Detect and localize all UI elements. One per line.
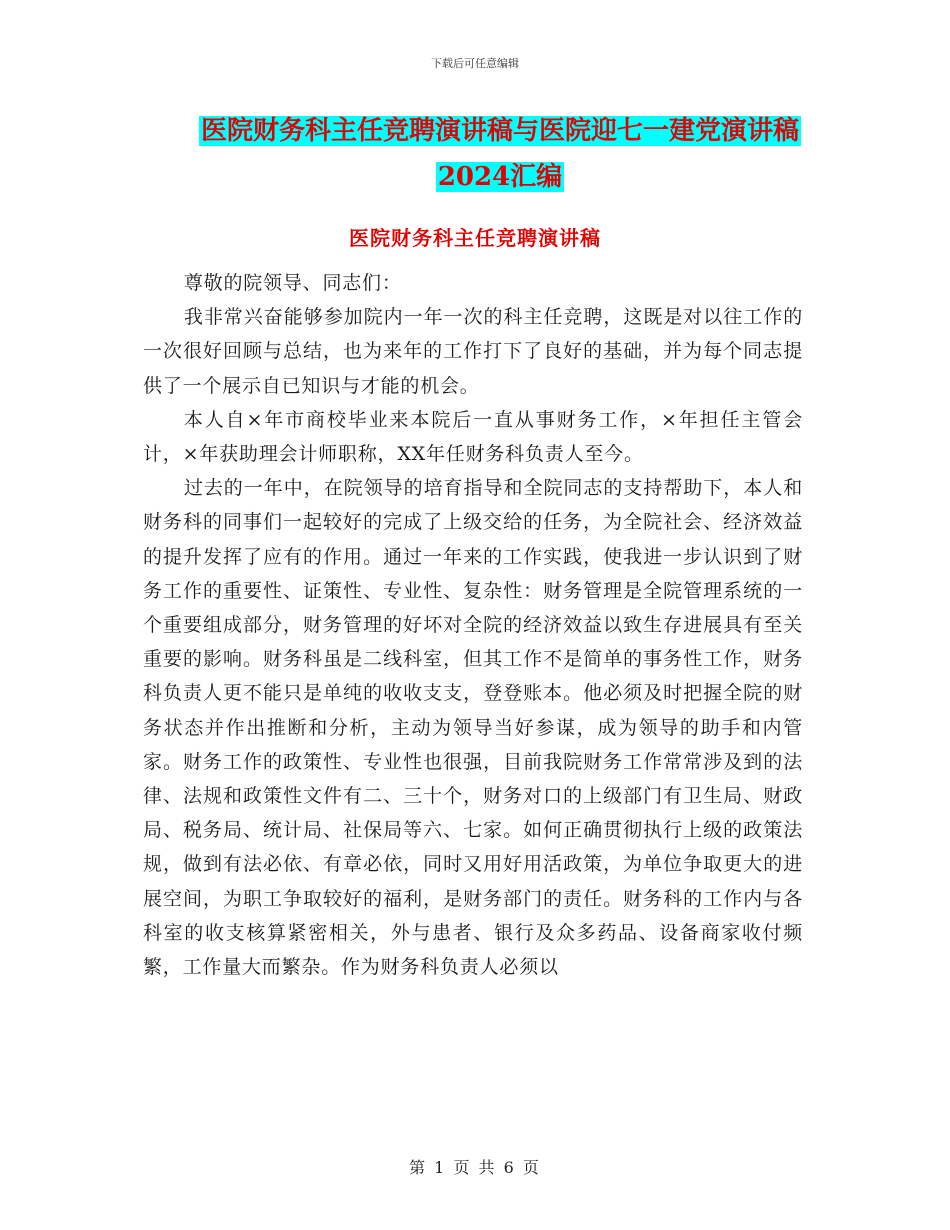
paragraph: 过去的一年中，在院领导的培育指导和全院同志的支持帮助下，本人和财务科的同事们一起较好的完成了上级交给的任务，为全院社会、经济效益的提升发挥了应有的作用。通过一年来的工作实践，使我进一步认识到了财务工作的重要性、证策性、专业性、复杂性：财务管理是全院管理系统的一个重要组成部分，财务管理的好坏对全院的经济效益以致生存进展具有至关重要的影响。财务科虽是二线科室，但其工作不是简单的事务性工作，财务科负责人更不能只是单纯的收收支支，登登账本。他必须及时把握全院的财务状态并作出推断和分析，主动为领导当好参谋，成为领导的助手和内管家。财务工作的政策性、专业性也很强，目前我院财务工作常常涉及到的法律、法规和政策性文件有二、三十个，财务对口的上级部门有卫生局、财政局、税务局、统计局、社保局等六、七家。如何正确贯彻执行上级的政策法规，做到有法必依、有章必依，同时又用好用活政策，为单位争取更大的进展空间，为职工争取较好的福利，是财务部门的责任。财务科的工作内与各科室的收支核算紧密相关，外与患者、银行及众多药品、设备商家收付频繁，工作量大而繁杂。作为财务科负责人必须以	[143, 477, 803, 979]
document-title-line1: 医院财务科主任竞聘演讲稿与医院迎七一建党演讲稿	[200, 116, 799, 146]
document-title-line2: 2024汇编	[437, 162, 563, 192]
header-note: 下载后可任意编辑	[431, 57, 519, 70]
paragraph: 我非常兴奋能够参加院内一年一次的科主任竞聘，这既是对以往工作的一次很好回顾与总结，也为来年的工作打下了良好的基础，并为每个同志提供了一个展示自已知识与才能的机会。	[143, 306, 803, 397]
document-title	[150, 108, 850, 200]
page-number: 第 1 页 共 6 页	[409, 1158, 541, 1177]
section-title: 医院财务科主任竞聘演讲稿	[349, 226, 601, 250]
body-text	[143, 266, 803, 984]
paragraph-salutation: 尊敬的院领导、同志们：	[183, 272, 402, 294]
paragraph: 本人自×年市商校毕业来本院后一直从事财务工作，×年担任主管会计，×年获助理会计师职称，XX年任财务科负责人至今。	[143, 408, 803, 466]
